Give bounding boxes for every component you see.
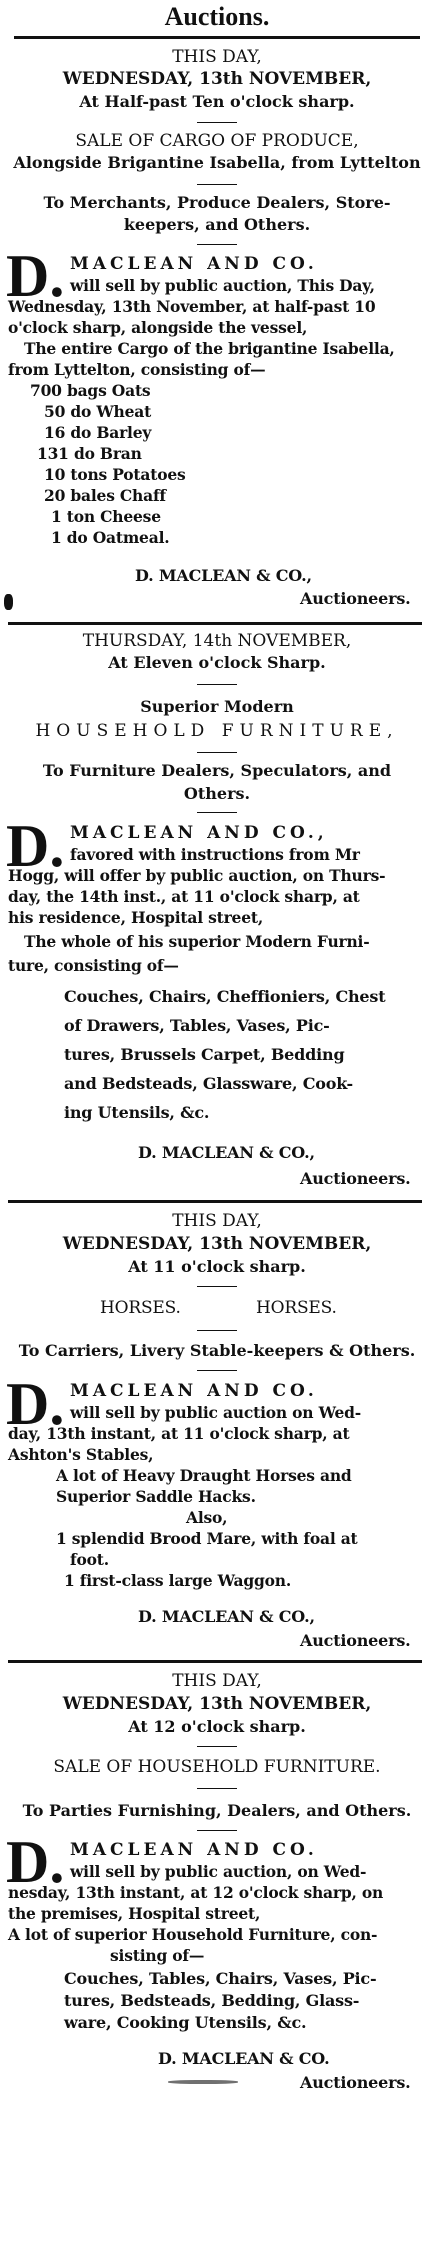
furniture-list-line: tures, Brussels Carpet, Bedding	[64, 1045, 345, 1064]
divider	[197, 684, 237, 685]
ad-date-line: WEDNESDAY, 13th NOVEMBER,	[62, 69, 372, 89]
drop-cap: D.	[6, 1371, 65, 1437]
ad-text: Hogg, will offer by public auction, on Thurs-	[8, 866, 386, 885]
ad-text: ture, consisting of—	[8, 956, 179, 975]
ad-text: will sell by public auction, This Day,	[70, 276, 375, 295]
ad-text: will sell by public auction, on Wed-	[70, 1862, 367, 1881]
drop-cap: D.	[6, 813, 65, 879]
ad-location: Alongside Brigantine Isabella, from Lyttelton	[13, 153, 421, 172]
ad-time-line: At 11 o'clock sharp.	[128, 1257, 306, 1276]
ad-text: the premises, Hospital street,	[8, 1904, 261, 1923]
furniture-list-line: and Bedsteads, Glassware, Cook-	[64, 1074, 353, 1093]
furniture-list-line: ing Utensils, &c.	[64, 1103, 210, 1122]
auctioneer-signoff: D. MACLEAN & CO.	[158, 2049, 330, 2068]
firm-name: MACLEAN AND CO.	[70, 254, 318, 274]
ad-text: will sell by public auction on Wed-	[70, 1403, 362, 1422]
ad-sale-title: HOUSEHOLD FURNITURE,	[35, 721, 399, 741]
ad-text: Superior Saddle Hacks.	[56, 1487, 256, 1506]
ad-separator-rule	[8, 622, 422, 625]
ad-text: A lot of Heavy Draught Horses and	[56, 1466, 352, 1485]
ad-text: Ashton's Stables,	[8, 1445, 154, 1464]
firm-name: MACLEAN AND CO.	[70, 1381, 318, 1401]
divider	[197, 244, 237, 245]
ad-time-line: At 12 o'clock sharp.	[128, 1717, 306, 1736]
cargo-item: 16 do Barley	[44, 423, 152, 442]
horses-title-left: HORSES.	[100, 1298, 181, 1318]
section-heading: Auctions.	[164, 2, 270, 31]
ad-separator-rule	[8, 1660, 422, 1663]
ad-day-line: THIS DAY,	[172, 1211, 262, 1231]
cargo-item: 50 do Wheat	[44, 402, 152, 421]
ad-text: 1 first-class large Waggon.	[64, 1571, 292, 1590]
divider	[197, 1330, 237, 1331]
ad-text: o'clock sharp, alongside the vessel,	[8, 318, 308, 337]
firm-name: MACLEAN AND CO.	[70, 1840, 318, 1860]
ad-date-line: WEDNESDAY, 13th NOVEMBER,	[62, 1694, 372, 1714]
ad-date-line: THURSDAY, 14th NOVEMBER,	[82, 631, 352, 651]
ad-audience: To Carriers, Livery Stable-keepers & Others.	[18, 1341, 416, 1360]
ad-text: favored with instructions from Mr	[70, 845, 360, 864]
ad-text: his residence, Hospital street,	[8, 908, 264, 927]
ad-sale-title: SALE OF HOUSEHOLD FURNITURE.	[53, 1757, 381, 1777]
ad-audience-1: To Merchants, Produce Dealers, Store-	[43, 193, 391, 212]
ad-day-line: THIS DAY,	[172, 47, 262, 67]
divider	[197, 1286, 237, 1287]
ad-audience-1: To Furniture Dealers, Speculators, and	[42, 761, 392, 780]
divider	[197, 1370, 237, 1371]
furniture-list-line: Couches, Chairs, Cheffioniers, Chest	[64, 987, 386, 1006]
ink-blot	[4, 594, 13, 610]
cargo-item: 20 bales Chaff	[44, 486, 166, 505]
furniture-list-line: of Drawers, Tables, Vases, Pic-	[64, 1016, 330, 1035]
ad-text: 1 splendid Brood Mare, with foal at	[56, 1529, 358, 1548]
horses-title-right: HORSES.	[256, 1298, 337, 1318]
ad-text: Wednesday, 13th November, at half-past 10	[8, 297, 376, 316]
divider	[197, 1746, 237, 1747]
ad-audience-2: keepers, and Others.	[123, 215, 311, 234]
ad-text: sisting of—	[110, 1946, 205, 1965]
ad-sale-title: SALE OF CARGO OF PRODUCE,	[75, 131, 359, 151]
divider	[197, 184, 237, 185]
ad-subtitle: Superior Modern	[140, 697, 294, 716]
cargo-item: 1 ton Cheese	[51, 507, 161, 526]
auctioneer-signoff: D. MACLEAN & CO.,	[138, 1607, 315, 1626]
auctioneer-signoff: D. MACLEAN & CO.,	[135, 566, 312, 585]
ad-date-line: WEDNESDAY, 13th NOVEMBER,	[62, 1234, 372, 1254]
auctioneers-label: Auctioneers.	[300, 1631, 411, 1650]
ad-text: The entire Cargo of the brigantine Isabella,	[24, 339, 395, 358]
smudge-mark	[168, 2080, 238, 2084]
furniture-list-line: tures, Bedsteads, Bedding, Glass-	[64, 1991, 360, 2010]
ad-audience: To Parties Furnishing, Dealers, and Others.	[22, 1801, 412, 1820]
furniture-list-line: Couches, Tables, Chairs, Vases, Pic-	[64, 1969, 377, 1988]
ad-time-line: At Half-past Ten o'clock sharp.	[79, 92, 355, 111]
furniture-list-line: ware, Cooking Utensils, &c.	[64, 2013, 307, 2032]
drop-cap: D.	[6, 243, 65, 309]
cargo-item: 131 do Bran	[37, 444, 142, 463]
cargo-item: 1 do Oatmeal.	[51, 528, 170, 547]
ad-text: nesday, 13th instant, at 12 o'clock sharp, on	[8, 1883, 384, 1902]
drop-cap: D.	[6, 1829, 65, 1895]
divider	[197, 752, 237, 753]
divider	[197, 1830, 237, 1831]
ad-text: day, 13th instant, at 11 o'clock sharp, at	[8, 1424, 350, 1443]
divider	[197, 122, 237, 123]
ad-audience-2: Others.	[183, 784, 251, 803]
ad-text: foot.	[70, 1550, 109, 1569]
auctioneers-label: Auctioneers.	[300, 1169, 411, 1188]
section-rule	[14, 36, 420, 39]
firm-name: MACLEAN AND CO.,	[70, 823, 328, 843]
auctioneers-label: Auctioneers.	[300, 589, 411, 608]
cargo-item: 10 tons Potatoes	[44, 465, 186, 484]
ad-text: Also,	[186, 1508, 228, 1527]
ad-text: day, the 14th inst., at 11 o'clock sharp, at	[8, 887, 360, 906]
ad-text: from Lyttelton, consisting of—	[8, 360, 266, 379]
cargo-item: 700 bags Oats	[30, 381, 151, 400]
ad-text: The whole of his superior Modern Furni-	[24, 932, 370, 951]
divider	[197, 1788, 237, 1789]
ad-time-line: At Eleven o'clock Sharp.	[108, 653, 326, 672]
auctioneer-signoff: D. MACLEAN & CO.,	[138, 1143, 315, 1162]
ad-text: A lot of superior Household Furniture, con-	[8, 1925, 378, 1944]
divider	[197, 812, 237, 813]
ad-separator-rule	[8, 1200, 422, 1203]
ad-day-line: THIS DAY,	[172, 1671, 262, 1691]
auctioneers-label: Auctioneers.	[300, 2073, 411, 2092]
